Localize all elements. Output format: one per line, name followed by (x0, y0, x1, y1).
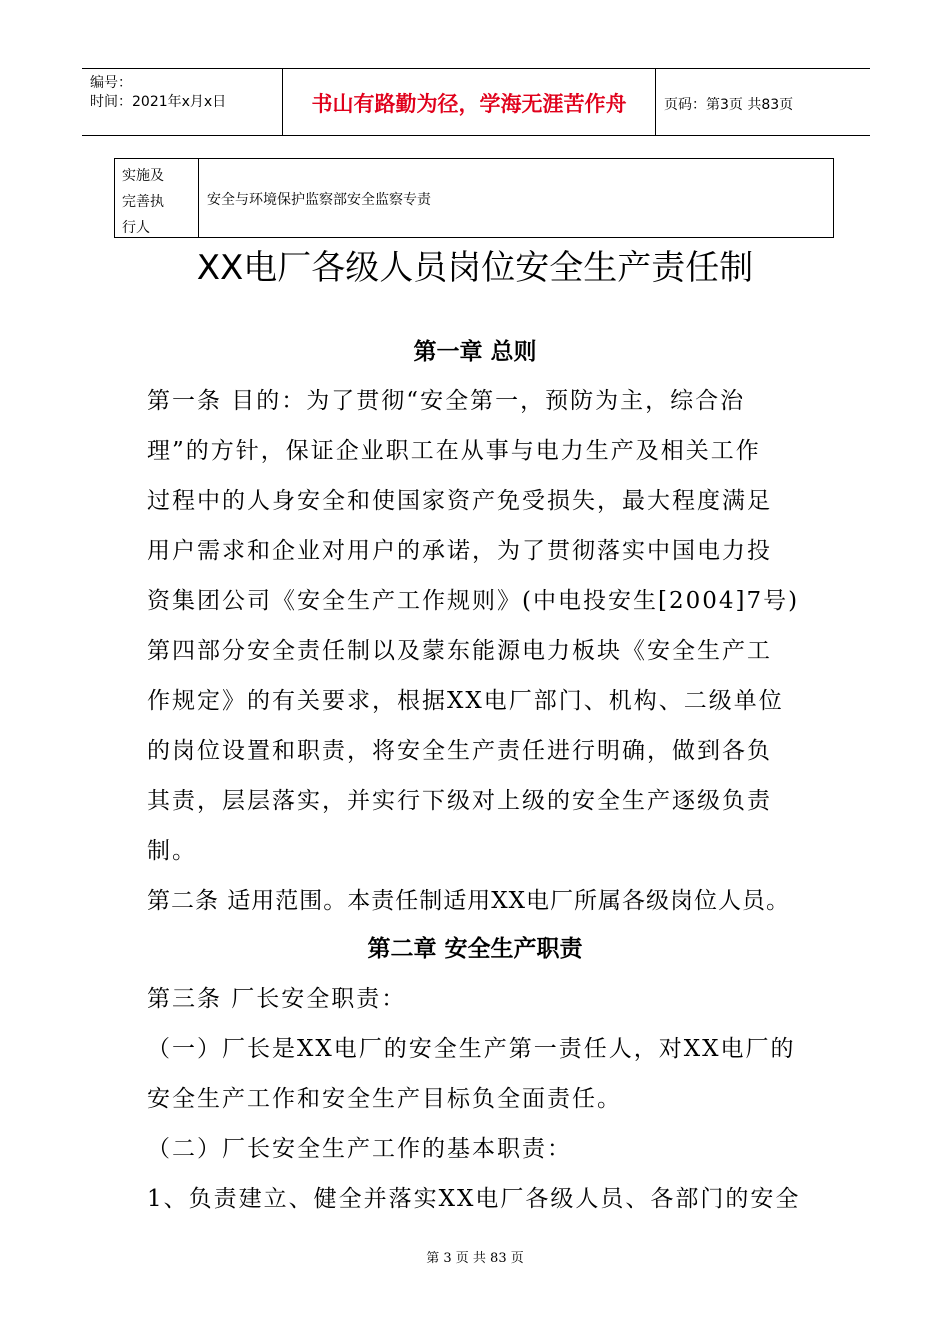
implementer-label-line: 行人 (122, 220, 150, 236)
body-line: 理”的方针，保证企业职工在从事与电力生产及相关工作 (147, 438, 761, 464)
body-line: 过程中的人身安全和使国家资产免受损失，最大程度满足 (147, 488, 772, 514)
body-line: 其责，层层落实，并实行下级对上级的安全生产逐级负责 (147, 788, 772, 814)
implementer-label-line: 实施及 (122, 168, 164, 184)
body-line: （一）厂长是XX电厂的安全生产第一责任人，对XX电厂的 (147, 1036, 796, 1062)
header-motto: 书山有路勤为径，学海无涯苦作舟 (311, 92, 627, 116)
implementer-label-line: 完善执 (122, 194, 164, 210)
page-indicator: 页码：第3页 共83页 (664, 97, 794, 113)
chapter-heading-safety-duties: 第二章 安全生产职责 (367, 935, 583, 962)
implementer-label-cell (115, 159, 199, 237)
body-line: （二）厂长安全生产工作的基本职责： (147, 1136, 572, 1162)
implementer-table (114, 158, 834, 238)
body-line: 第四部分安全责任制以及蒙东能源电力板块《安全生产工 (147, 638, 772, 664)
body-line: 第二条 适用范围。本责任制适用XX电厂所属各级岗位人员。 (147, 888, 791, 914)
document-title: XX电厂各级人员岗位安全生产责任制 (196, 248, 754, 288)
document-number-label: 编号： (90, 75, 132, 91)
body-line: 第三条 厂长安全职责： (147, 986, 407, 1012)
header-bottom-rule (82, 135, 870, 136)
body-line: 1、负责建立、健全并落实XX电厂各级人员、各部门的安全 (147, 1186, 801, 1212)
body-line: 用户需求和企业对用户的承诺，为了贯彻落实中国电力投 (147, 538, 772, 564)
body-line: 安全生产工作和安全生产目标负全面责任。 (147, 1086, 622, 1112)
document-time-label: 时间：2021年x月x日 (90, 94, 227, 110)
header-top-rule (82, 68, 870, 69)
header-divider-right (655, 68, 656, 136)
body-line: 第一条 目的：为了贯彻“安全第一，预防为主，综合治 (147, 388, 746, 414)
chapter-heading-general: 第一章 总则 (413, 338, 537, 365)
implementer-value: 安全与环境保护监察部安全监察专责 (207, 192, 431, 208)
body-line: 制。 (147, 838, 197, 864)
body-line: 作规定》的有关要求，根据XX电厂部门、机构、二级单位 (147, 688, 784, 714)
page-footer: 第 3 页 共 83 页 (426, 1251, 524, 1266)
body-line: 的岗位设置和职责，将安全生产责任进行明确，做到各负 (147, 738, 772, 764)
body-line: 资集团公司《安全生产工作规则》(中电投安生[2004]7号) (147, 588, 800, 614)
